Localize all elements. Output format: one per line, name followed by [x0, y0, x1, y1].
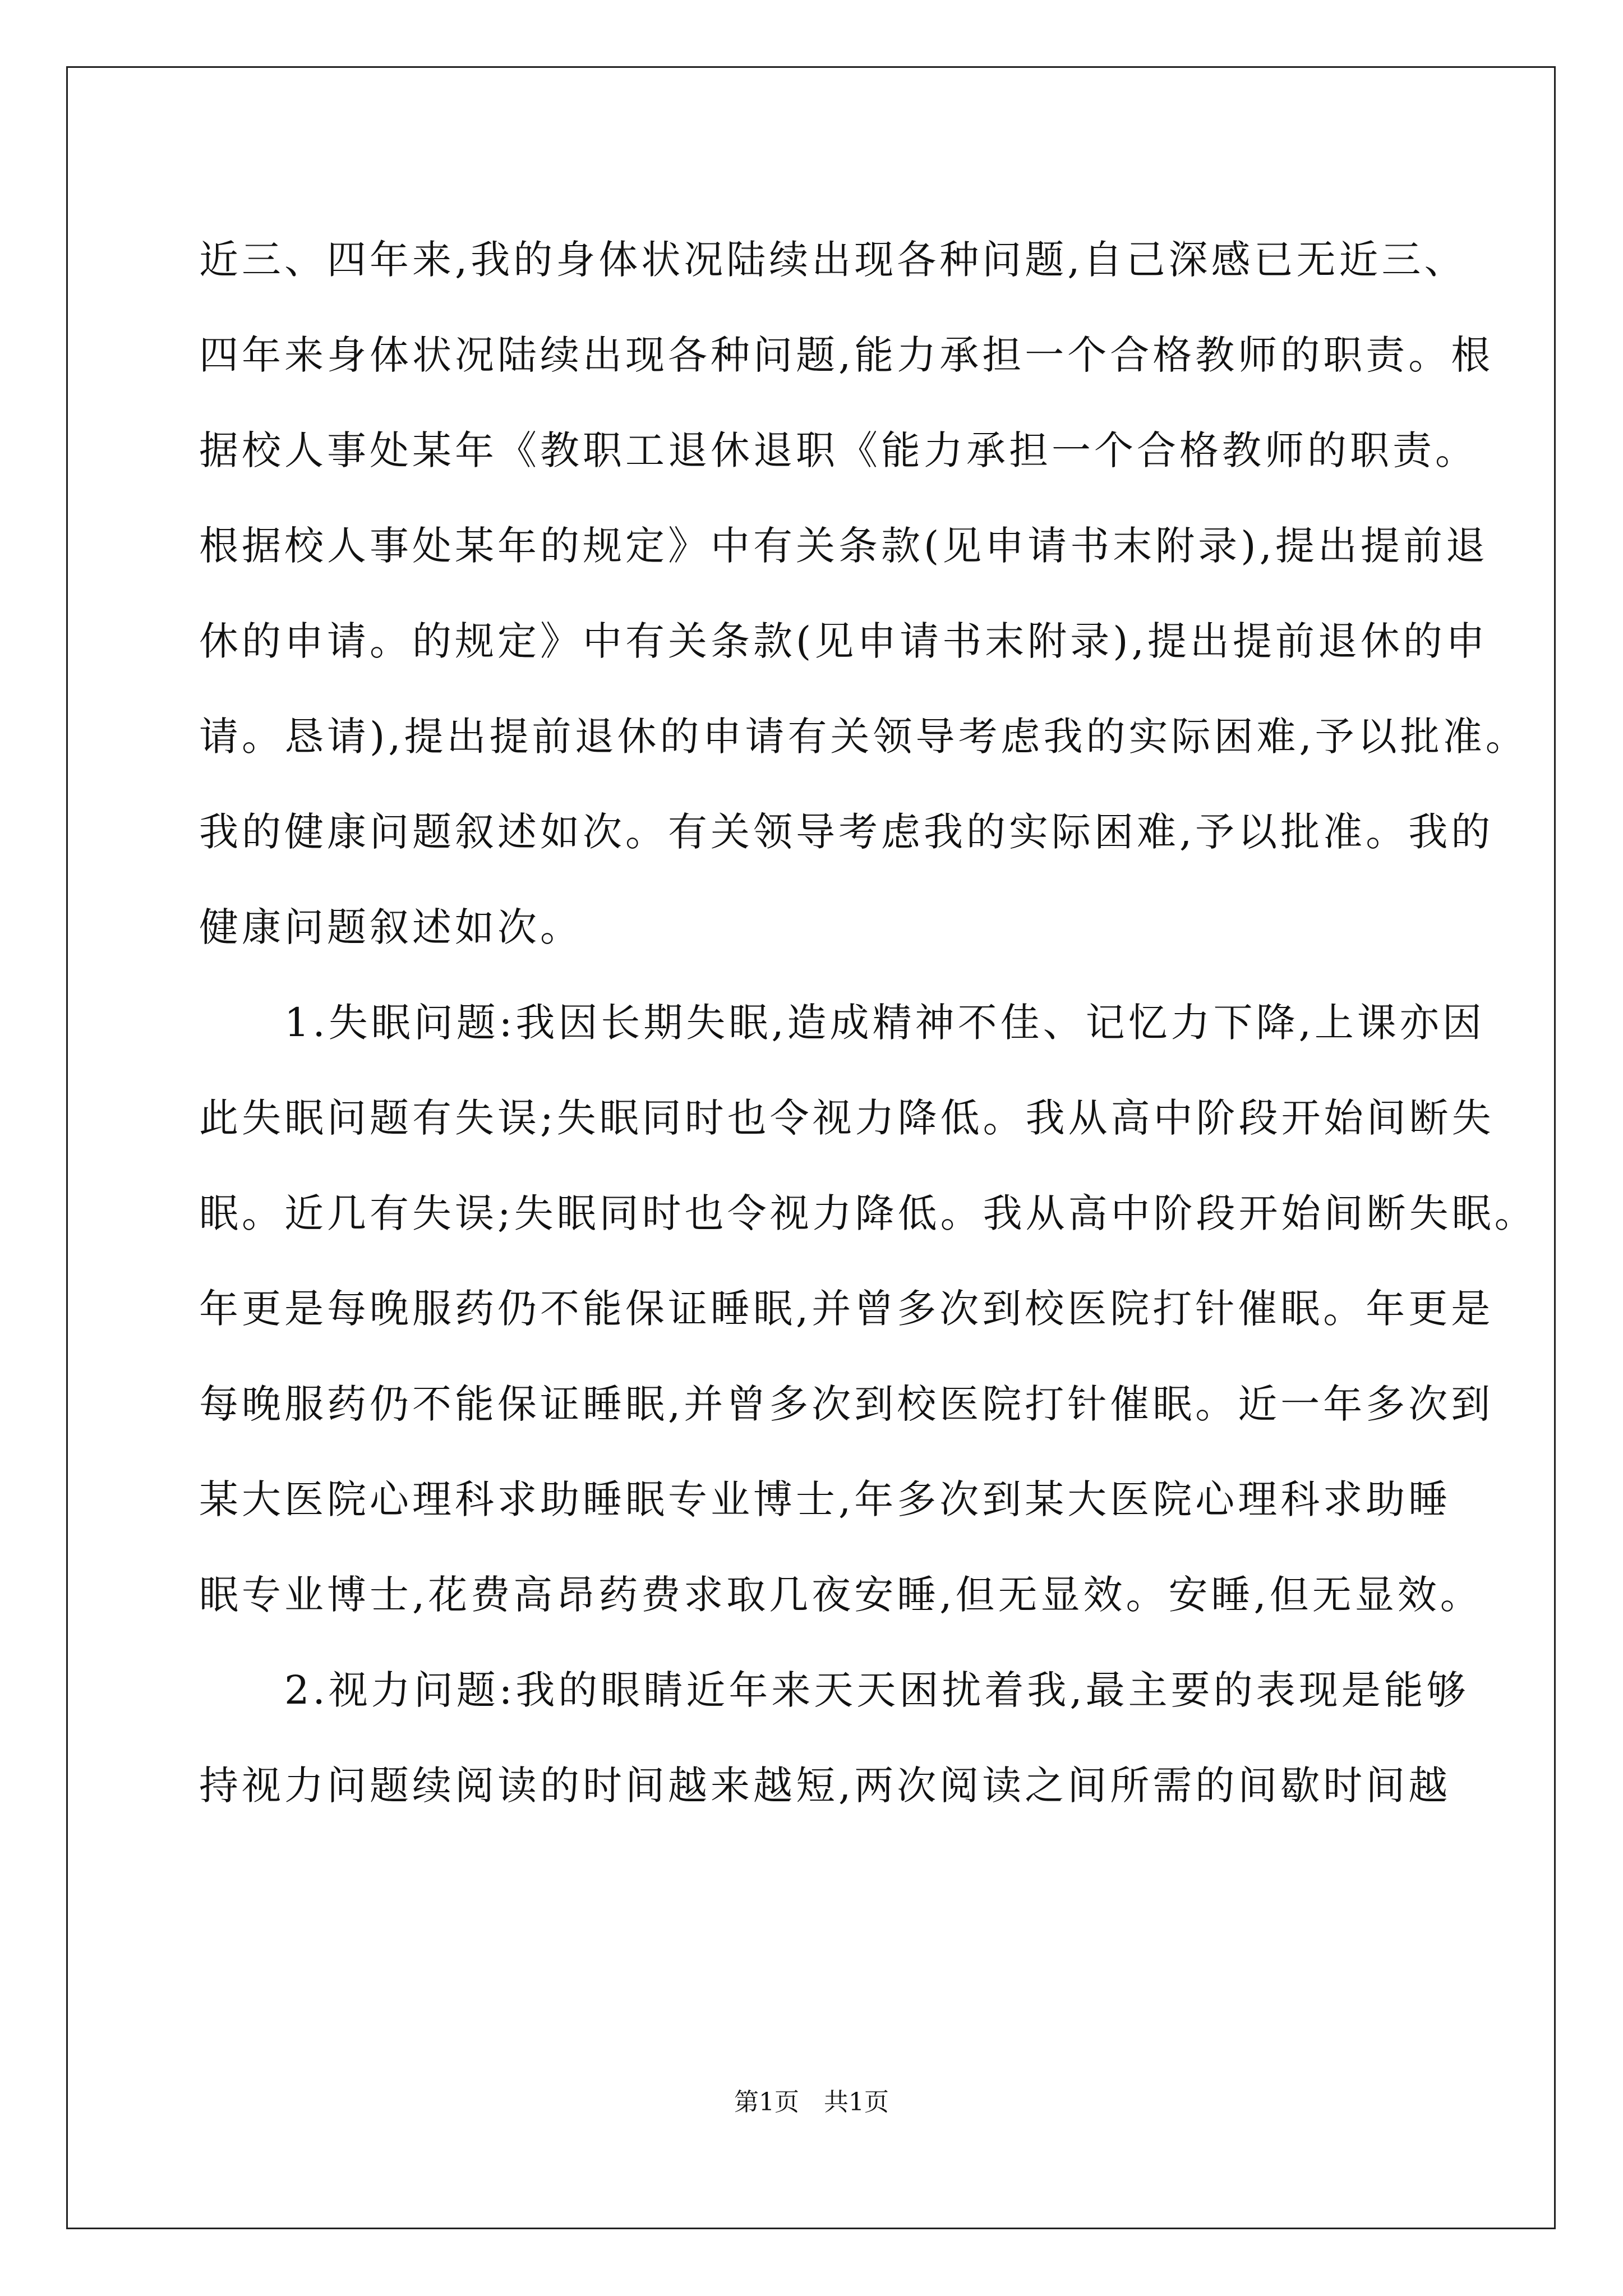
text-line: 2.视力问题:我的眼睛近年来天天困扰着我,最主要的表现是能够 — [199, 1667, 1469, 1713]
text-line: 我的健康问题叙述如次。有关领导考虑我的实际困难,予以批准。我的 — [199, 809, 1494, 855]
text-line: 1.失眠问题:我因长期失眠,造成精神不佳、记忆力下降,上课亦因 — [199, 1000, 1485, 1046]
text-line: 每晚服药仍不能保证睡眠,并曾多次到校医院打针催眠。近一年多次到 — [199, 1381, 1494, 1427]
text-line: 此失眠问题有失误;失眠同时也令视力降低。我从高中阶段开始间断失 — [199, 1095, 1495, 1141]
document-body — [199, 212, 1537, 1833]
text-line: 据校人事处某年《教职工退休退职《能力承担一个合格教师的职责。 — [199, 427, 1478, 473]
text-line: 健康问题叙述如次。 — [199, 904, 583, 950]
text-line: 请。恳请),提出提前退休的申请有关领导考虑我的实际困难,予以批准。 — [199, 714, 1528, 760]
text-line: 某大医院心理科求助睡眠专业博士,年多次到某大医院心理科求助睡 — [199, 1476, 1451, 1522]
text-line: 持视力问题续阅读的时间越来越短,两次阅读之间所需的间歇时间越 — [199, 1763, 1451, 1809]
text-line: 休的申请。的规定》中有关条款(见申请书末附录),提出提前退休的申 — [199, 618, 1488, 664]
text-line: 根据校人事处某年的规定》中有关条款(见申请书末附录),提出提前退 — [199, 523, 1488, 569]
page-number: 第1页 共1页 — [734, 2088, 889, 2116]
text-line: 眠专业博士,花费高昂药费求取几夜安睡,但无显效。安睡,但无显效。 — [199, 1572, 1483, 1618]
text-line: 近三、四年来,我的身体状况陆续出现各种问题,自己深感已无近三、 — [199, 237, 1467, 283]
text-line: 眠。近几有失误;失眠同时也令视力降低。我从高中阶段开始间断失眠。 — [199, 1190, 1537, 1236]
text-line: 四年来身体状况陆续出现各种问题,能力承担一个合格教师的职责。根 — [199, 332, 1494, 378]
text-line: 年更是每晚服药仍不能保证睡眠,并曾多次到校医院打针催眠。年更是 — [199, 1286, 1494, 1332]
